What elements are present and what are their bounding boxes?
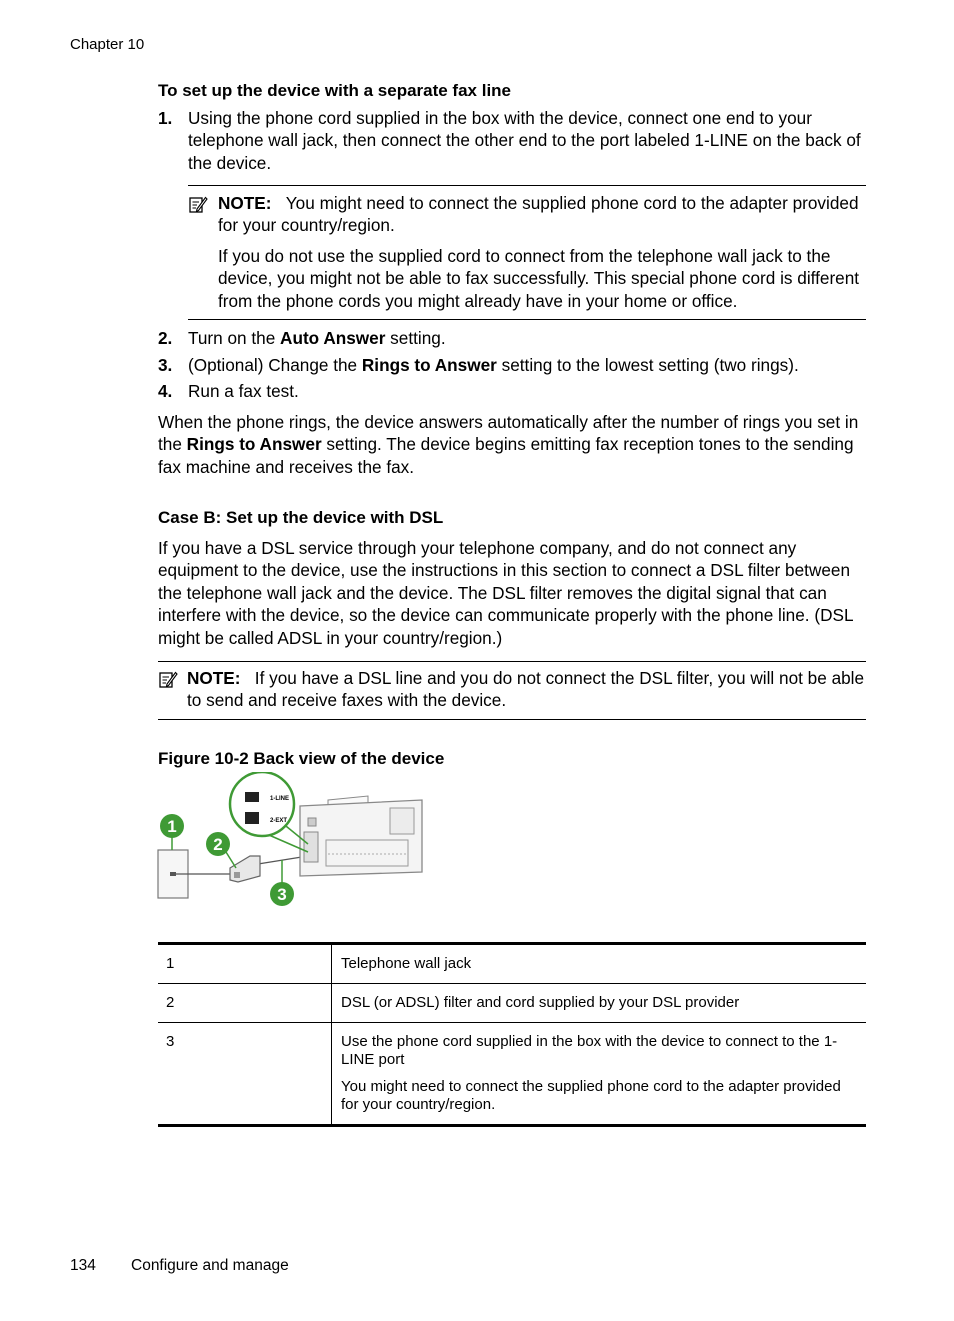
step-number: 3. <box>158 355 173 375</box>
legend-number: 2 <box>158 984 332 1023</box>
step-text: Run a fax test. <box>188 381 299 401</box>
note-icon <box>188 194 208 214</box>
figure-caption: Figure 10-2 Back view of the device <box>158 749 445 768</box>
section-title-separate-fax-line: To set up the device with a separate fax line <box>158 81 512 100</box>
legend-description: Telephone wall jack <box>341 955 472 972</box>
step-text: (Optional) Change the Rings to Answer setting to the lowest setting (two rings). <box>188 355 799 375</box>
step-number: 2. <box>158 328 173 348</box>
table-row <box>158 1023 866 1126</box>
figure-legend-table <box>158 942 866 1127</box>
footer-title: Configure and manage <box>131 1257 289 1274</box>
step-text: Using the phone cord supplied in the box with the device, connect one end to your telephone wall jack, then connect the other end to the port labeled 1-LINE on the back of the device. <box>188 108 861 173</box>
dsl-filter <box>230 856 260 882</box>
body-paragraph-rings: When the phone rings, the device answers automatically after the number of rings you set in the Rings to Answer setting. The device begins emitting fax reception tones to the sending fax machine and receives the fax. <box>158 412 859 477</box>
note-label: NOTE: <box>187 668 241 688</box>
note-rule-bottom <box>188 319 866 320</box>
port-label-1-line: 1-LINE <box>270 796 290 802</box>
step-number: 4. <box>158 381 173 401</box>
note-icon <box>158 669 178 689</box>
table-row <box>158 984 866 1023</box>
legend-number: 3 <box>158 1023 332 1126</box>
svg-text:1: 1 <box>167 817 177 836</box>
svg-text:3: 3 <box>277 885 287 904</box>
chapter-header: Chapter 10 <box>70 36 145 53</box>
body-paragraph-dsl: If you have a DSL service through your telephone company, and do not connect any equipment to the device, use the instructions in this section to connect a DSL filter between the telephone wall jack and the device. The DSL filter removes the digital signal that can interfere with the device, so the device can communicate properly with the phone line. (DSL might be called ADSL in your country/region.) <box>158 538 853 648</box>
device-back <box>300 796 422 876</box>
note-body: If you have a DSL line and you do not connect the DSL filter, you will not be able to send and receive faxes with the device. <box>187 668 865 711</box>
callout-1 <box>160 814 184 850</box>
table-row <box>158 944 866 984</box>
note-rule-top <box>188 185 866 186</box>
note-label: NOTE: <box>218 193 272 213</box>
callout-2 <box>206 832 236 868</box>
port-zoom-callout <box>230 772 308 852</box>
port-label-2-ext: 2-EXT <box>270 818 288 824</box>
callout-3 <box>270 860 294 906</box>
step-number: 1. <box>158 108 173 128</box>
note-body: You might need to connect the supplied phone cord to the adapter provided for your country/region. <box>218 193 859 236</box>
note-1-text-2: If you do not use the supplied cord to connect from the telephone wall jack to the device, you might not be able to fax successfully. This special phone cord is different from the phone cords you might already have in your home or office. <box>218 246 860 311</box>
note-rule-top <box>158 661 866 662</box>
step-text: Turn on the Auto Answer setting. <box>188 328 446 348</box>
legend-number: 1 <box>158 944 332 984</box>
legend-description: DSL (or ADSL) filter and cord supplied by your DSL provider <box>332 984 867 1023</box>
note-1-text <box>218 192 868 237</box>
page-number: 134 <box>70 1257 96 1274</box>
note-rule-bottom <box>158 719 866 720</box>
note-2-text <box>187 667 867 712</box>
wall-jack-port <box>170 872 176 876</box>
legend-description: Use the phone cord supplied in the box with the device to connect to the 1-LINE port You might need to connect the supplied phone cord to the adapter provided for your country/region. <box>332 1023 867 1126</box>
back-view-figure <box>150 772 430 912</box>
section-title-case-b: Case B: Set up the device with DSL <box>158 508 444 527</box>
svg-text:2: 2 <box>213 835 223 854</box>
